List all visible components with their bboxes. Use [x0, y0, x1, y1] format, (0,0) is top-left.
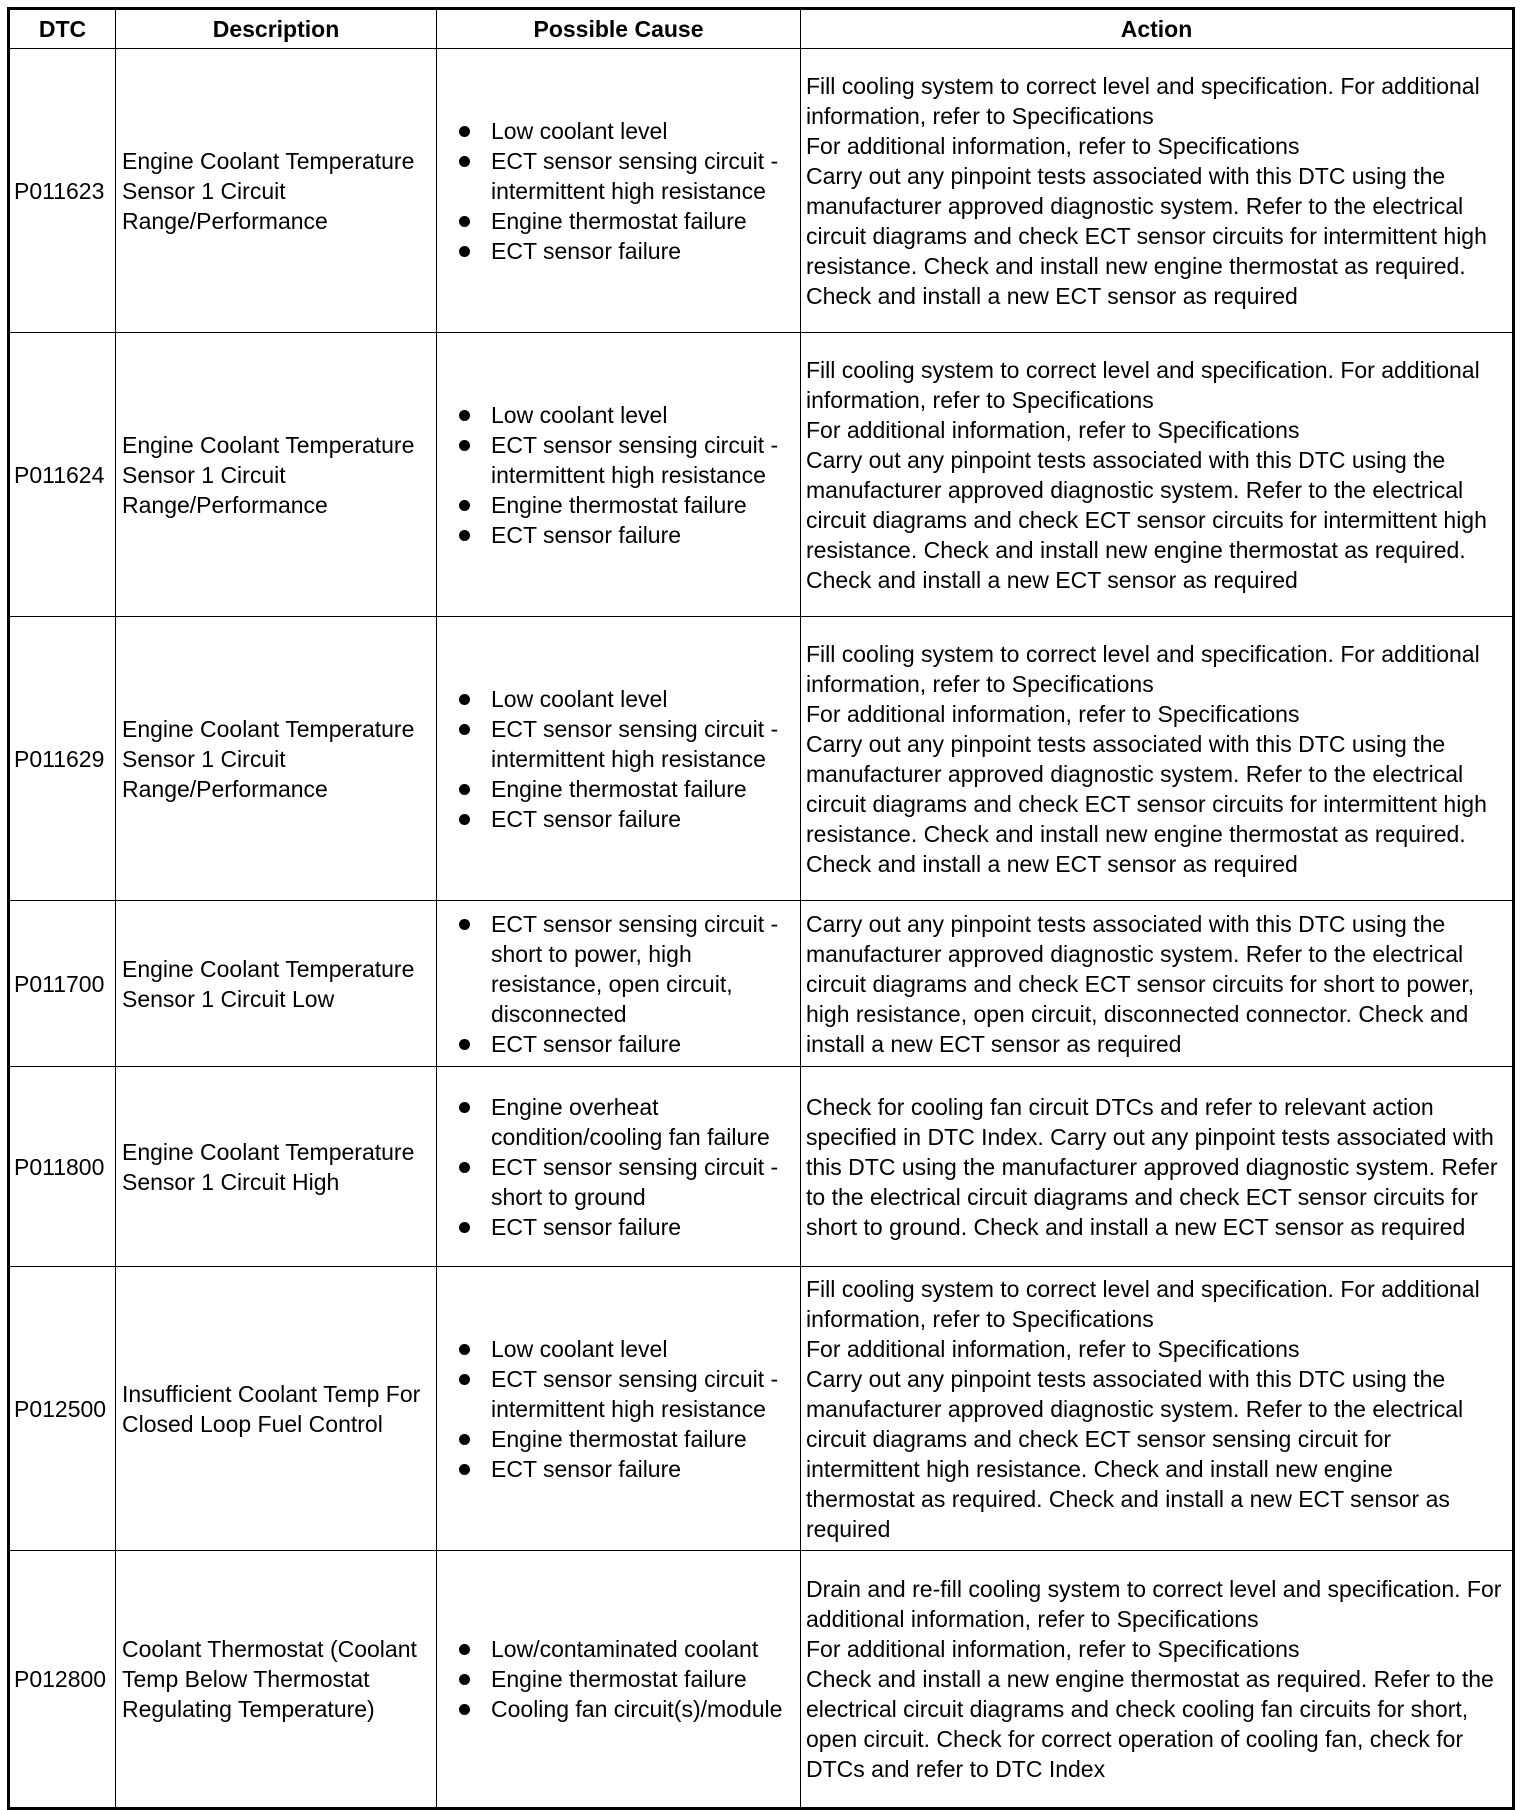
cause-item: ECT sensor failure [491, 1454, 796, 1484]
action-cell [801, 1267, 1514, 1551]
possible-cause-cell [437, 333, 801, 617]
cause-item: Engine overheat condition/cooling fan failure [491, 1092, 796, 1152]
action-paragraph: Carry out any pinpoint tests associated with this DTC using the manufacturer approved diagnostic system. Refer to the electrical circuit diagrams and check ECT sensor circuits for intermittent high resistance. Check and install new engine thermostat as required. Check and install a new ECT sensor as required [806, 446, 1487, 593]
action-paragraph: Drain and re-fill cooling system to correct level and specification. For additional information, refer to Specifications [806, 1576, 1502, 1632]
cause-item: ECT sensor sensing circuit - intermittent high resistance [491, 714, 796, 774]
action-paragraph: Carry out any pinpoint tests associated with this DTC using the manufacturer approved diagnostic system. Refer to the electrical circuit diagrams and check ECT sensor circuits for intermittent high resistance. Check and install new engine thermostat as required. Check and install a new ECT sensor as required [806, 730, 1487, 877]
header-dtc: DTC [9, 9, 116, 49]
dtc-description: Engine Coolant Temperature Sensor 1 Circuit Low [116, 901, 437, 1067]
dtc-description: Coolant Thermostat (Coolant Temp Below Thermostat Regulating Temperature) [116, 1551, 437, 1809]
cause-item: ECT sensor sensing circuit - intermittent high resistance [491, 1364, 796, 1424]
dtc-code: P011800 [9, 1067, 116, 1267]
table-row [9, 1551, 1514, 1809]
action-cell [801, 1067, 1514, 1267]
cause-item: Engine thermostat failure [491, 1424, 796, 1454]
cause-item: ECT sensor sensing circuit - intermittent high resistance [491, 430, 796, 490]
action-paragraph: For additional information, refer to Specifications [806, 1335, 1300, 1362]
cause-item: ECT sensor sensing circuit - short to power, high resistance, open circuit, disconnected [491, 909, 796, 1029]
cause-item: Cooling fan circuit(s)/module [491, 1694, 796, 1724]
action-paragraph: Carry out any pinpoint tests associated with this DTC using the manufacturer approved diagnostic system. Refer to the electrical circuit diagrams and check ECT sensor circuits for short to power, high resistance, open circuit, disconnected connector. Check and install a new ECT sensor as required [806, 910, 1475, 1057]
cause-list [437, 400, 796, 550]
dtc-description: Engine Coolant Temperature Sensor 1 Circuit Range/Performance [116, 333, 437, 617]
cause-list [437, 1334, 796, 1484]
cause-item: ECT sensor failure [491, 1212, 796, 1242]
cause-item: ECT sensor sensing circuit - short to ground [491, 1152, 796, 1212]
dtc-description: Engine Coolant Temperature Sensor 1 Circuit High [116, 1067, 437, 1267]
possible-cause-cell [437, 1267, 801, 1551]
cause-item: ECT sensor failure [491, 236, 796, 266]
action-paragraph: Fill cooling system to correct level and specification. For additional information, refer to Specifications [806, 72, 1480, 129]
cause-item: Low coolant level [491, 116, 796, 146]
cause-item: ECT sensor sensing circuit - intermittent high resistance [491, 146, 796, 206]
dtc-description: Engine Coolant Temperature Sensor 1 Circuit Range/Performance [116, 617, 437, 901]
action-cell [801, 333, 1514, 617]
dtc-code: P012800 [9, 1551, 116, 1809]
header-action: Action [801, 9, 1514, 49]
action-paragraph: For additional information, refer to Specifications [806, 700, 1300, 727]
header-possible-cause: Possible Cause [437, 9, 801, 49]
dtc-description: Insufficient Coolant Temp For Closed Loop Fuel Control [116, 1267, 437, 1551]
cause-list [437, 1092, 796, 1242]
cause-list [437, 1634, 796, 1724]
action-paragraph: Check and install a new engine thermostat as required. Refer to the electrical circuit diagrams and check cooling fan circuits for short, open circuit. Check for correct operation of cooling fan, check for DTCs and refer to DTC Index [806, 1666, 1494, 1782]
header-row [9, 9, 1514, 49]
header-description: Description [116, 9, 437, 49]
cause-item: ECT sensor failure [491, 804, 796, 834]
dtc-table [7, 7, 1515, 1810]
action-paragraph: For additional information, refer to Specifications [806, 132, 1300, 159]
dtc-code: P011624 [9, 333, 116, 617]
cause-item: Engine thermostat failure [491, 206, 796, 236]
table-body [9, 49, 1514, 1809]
action-cell [801, 49, 1514, 333]
cause-item: ECT sensor failure [491, 1029, 796, 1059]
dtc-code: P011629 [9, 617, 116, 901]
cause-item: ECT sensor failure [491, 520, 796, 550]
cause-item: Engine thermostat failure [491, 490, 796, 520]
cause-item: Low coolant level [491, 400, 796, 430]
possible-cause-cell [437, 901, 801, 1067]
possible-cause-cell [437, 1067, 801, 1267]
dtc-code: P012500 [9, 1267, 116, 1551]
action-cell [801, 901, 1514, 1067]
action-paragraph: Check for cooling fan circuit DTCs and refer to relevant action specified in DTC Index. Carry out any pinpoint tests associated with this DTC using the manufacturer approved diagnostic system. Refer to the electrical circuit diagrams and check ECT sensor circuits for short to ground. Check and install a new ECT sensor as required [806, 1093, 1498, 1240]
possible-cause-cell [437, 1551, 801, 1809]
dtc-code: P011623 [9, 49, 116, 333]
action-paragraph: For additional information, refer to Specifications [806, 1636, 1300, 1662]
cause-item: Engine thermostat failure [491, 1664, 796, 1694]
action-paragraph: Fill cooling system to correct level and specification. For additional information, refer to Specifications [806, 356, 1480, 413]
cause-list [437, 116, 796, 266]
action-paragraph: Fill cooling system to correct level and specification. For additional information, refer to Specifications [806, 640, 1480, 697]
table-row [9, 1067, 1514, 1267]
dtc-code: P011700 [9, 901, 116, 1067]
table-row [9, 1267, 1514, 1551]
action-paragraph: Carry out any pinpoint tests associated with this DTC using the manufacturer approved diagnostic system. Refer to the electrical circuit diagrams and check ECT sensor circuits for intermittent high resistance. Check and install new engine thermostat as required. Check and install a new ECT sensor as required [806, 162, 1487, 309]
cause-item: Low/contaminated coolant [491, 1634, 796, 1664]
cause-item: Low coolant level [491, 684, 796, 714]
cause-list [437, 909, 796, 1059]
action-paragraph: For additional information, refer to Specifications [806, 416, 1300, 443]
cause-list [437, 684, 796, 834]
action-cell [801, 617, 1514, 901]
possible-cause-cell [437, 617, 801, 901]
table-row [9, 333, 1514, 617]
table-row [9, 901, 1514, 1067]
cause-item: Engine thermostat failure [491, 774, 796, 804]
table-row [9, 49, 1514, 333]
action-paragraph: Carry out any pinpoint tests associated with this DTC using the manufacturer approved diagnostic system. Refer to the electrical circuit diagrams and check ECT sensor sensing circuit for intermittent high resistance. Check and install new engine thermostat as required. Check and install a new ECT sensor as required [806, 1365, 1464, 1542]
possible-cause-cell [437, 49, 801, 333]
action-cell [801, 1551, 1514, 1809]
dtc-description: Engine Coolant Temperature Sensor 1 Circuit Range/Performance [116, 49, 437, 333]
action-paragraph: Fill cooling system to correct level and specification. For additional information, refer to Specifications [806, 1275, 1480, 1332]
cause-item: Low coolant level [491, 1334, 796, 1364]
table-row [9, 617, 1514, 901]
